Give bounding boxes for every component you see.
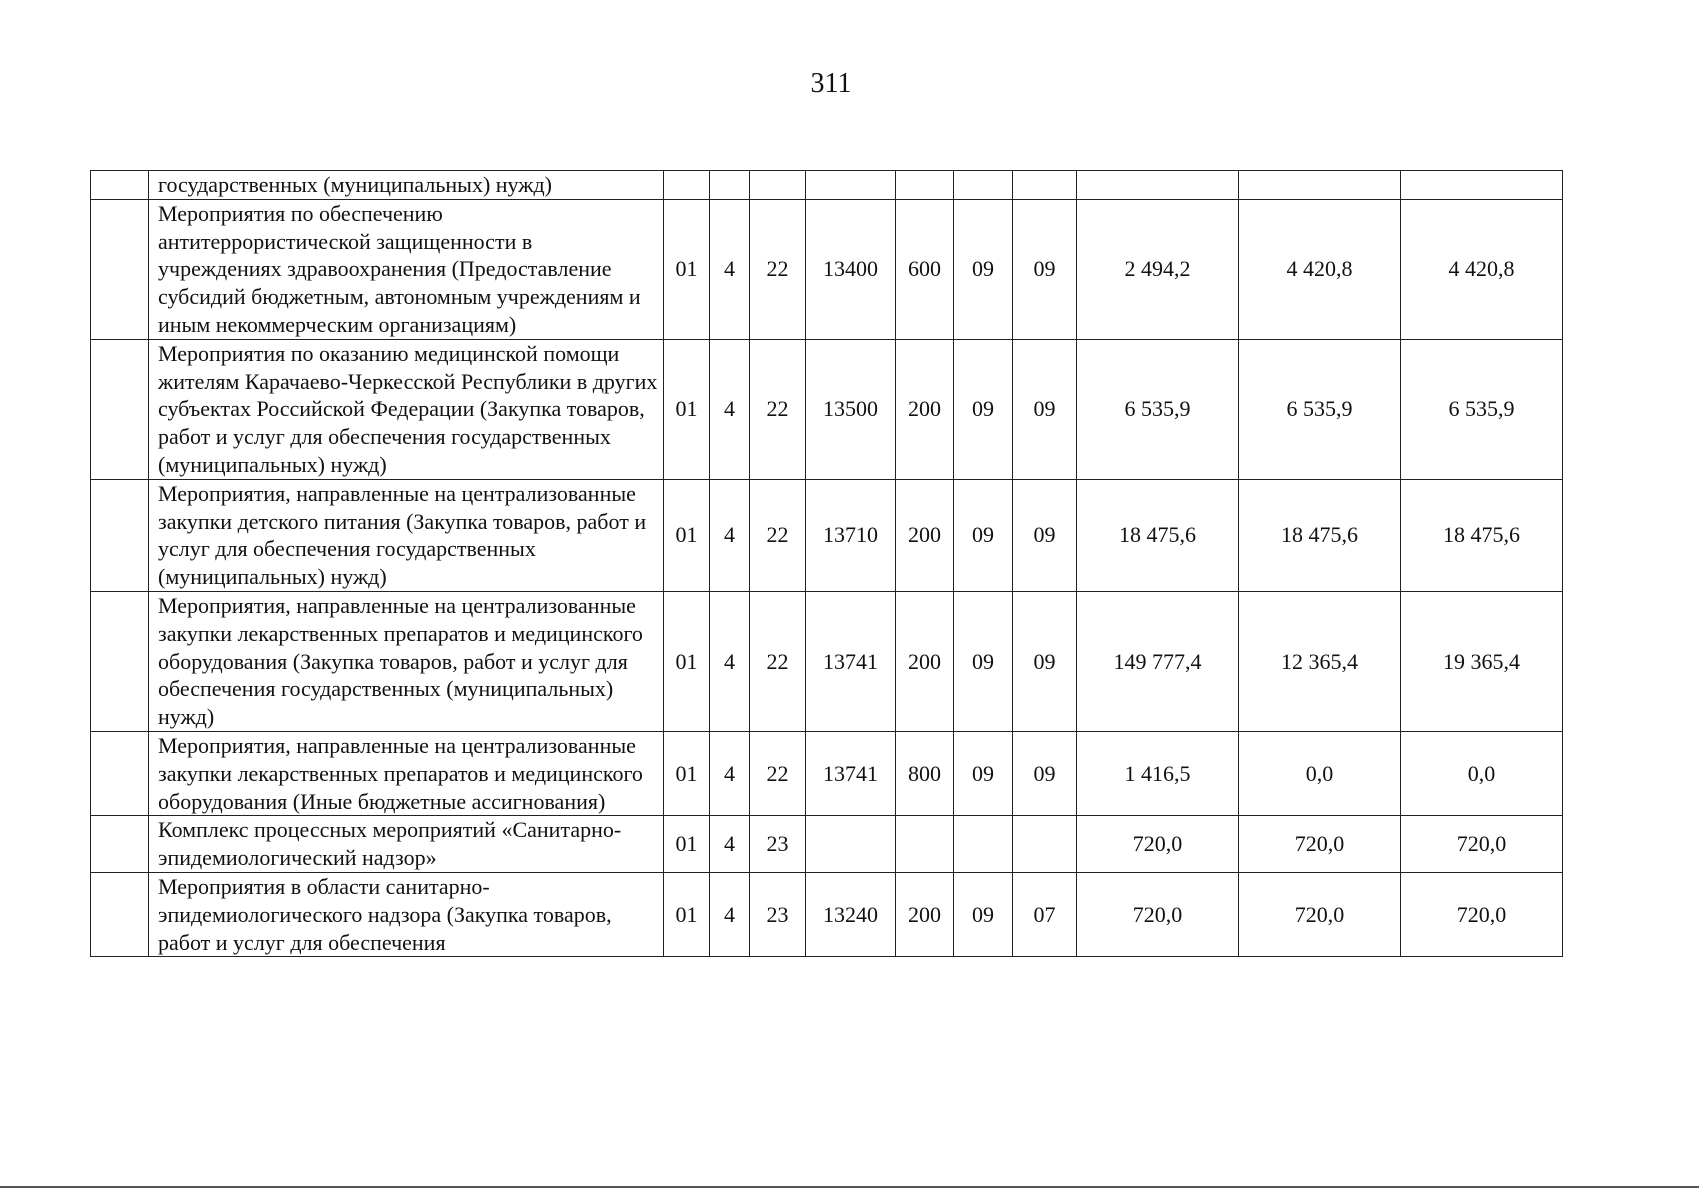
amount-cell: 720,0: [1401, 872, 1563, 956]
code-cell: [750, 171, 806, 200]
amount-cell: 19 365,4: [1401, 591, 1563, 731]
amount-cell: 720,0: [1239, 816, 1401, 873]
code-cell: 200: [896, 339, 954, 479]
amount-cell: 4 420,8: [1401, 199, 1563, 339]
code-cell: 01: [664, 199, 710, 339]
table-row: [91, 479, 1563, 591]
code-cell: 200: [896, 479, 954, 591]
page-number: 311: [810, 68, 852, 99]
table-row: [91, 816, 1563, 873]
code-cell: 22: [750, 199, 806, 339]
amount-cell: 4 420,8: [1239, 199, 1401, 339]
table-row: [91, 872, 1563, 956]
code-cell: [806, 816, 896, 873]
item-name-cell: Мероприятия, направленные на централизованные закупки детского питания (Закупка товаров, работ и услуг для обеспечения государственных (муниципальных) нужд): [149, 479, 664, 591]
code-cell: 22: [750, 339, 806, 479]
amount-cell: 18 475,6: [1401, 479, 1563, 591]
amount-cell: 6 535,9: [1401, 339, 1563, 479]
code-cell: 09: [954, 479, 1013, 591]
code-cell: 01: [664, 591, 710, 731]
item-name-cell: Мероприятия, направленные на централизованные закупки лекарственных препаратов и медицинского оборудования (Иные бюджетные ассигнования): [149, 731, 664, 815]
code-cell: [1013, 171, 1077, 200]
budget-table: [90, 170, 1563, 957]
row-number-cell: [91, 339, 149, 479]
code-cell: 200: [896, 872, 954, 956]
code-cell: 13400: [806, 199, 896, 339]
code-cell: 01: [664, 339, 710, 479]
code-cell: 09: [1013, 731, 1077, 815]
amount-cell: 720,0: [1077, 816, 1239, 873]
page-bottom-line: [0, 1186, 1699, 1188]
code-cell: 09: [954, 199, 1013, 339]
code-cell: 4: [710, 339, 750, 479]
code-cell: [806, 171, 896, 200]
code-cell: 13741: [806, 731, 896, 815]
amount-cell: 6 535,9: [1239, 339, 1401, 479]
amount-cell: 1 416,5: [1077, 731, 1239, 815]
code-cell: 200: [896, 591, 954, 731]
amount-cell: 12 365,4: [1239, 591, 1401, 731]
code-cell: [954, 816, 1013, 873]
code-cell: 4: [710, 816, 750, 873]
code-cell: 09: [1013, 199, 1077, 339]
code-cell: 01: [664, 731, 710, 815]
amount-cell: [1401, 171, 1563, 200]
amount-cell: 18 475,6: [1077, 479, 1239, 591]
code-cell: 22: [750, 479, 806, 591]
code-cell: 09: [1013, 339, 1077, 479]
code-cell: 01: [664, 816, 710, 873]
code-cell: 4: [710, 199, 750, 339]
amount-cell: 149 777,4: [1077, 591, 1239, 731]
code-cell: 01: [664, 872, 710, 956]
code-cell: 4: [710, 591, 750, 731]
code-cell: 13240: [806, 872, 896, 956]
code-cell: [896, 171, 954, 200]
code-cell: 13741: [806, 591, 896, 731]
row-number-cell: [91, 199, 149, 339]
amount-cell: 0,0: [1401, 731, 1563, 815]
item-name-cell: Мероприятия по обеспечению антитеррористической защищенности в учреждениях здравоохранения (Предоставление субсидий бюджетным, автономным учреждениям и иным некоммерческим организациям): [149, 199, 664, 339]
row-number-cell: [91, 479, 149, 591]
code-cell: 22: [750, 591, 806, 731]
amount-cell: 0,0: [1239, 731, 1401, 815]
code-cell: 13500: [806, 339, 896, 479]
code-cell: [664, 171, 710, 200]
row-number-cell: [91, 591, 149, 731]
table-row: [91, 339, 1563, 479]
amount-cell: 720,0: [1401, 816, 1563, 873]
code-cell: 09: [1013, 591, 1077, 731]
code-cell: 800: [896, 731, 954, 815]
code-cell: 01: [664, 479, 710, 591]
code-cell: 23: [750, 816, 806, 873]
item-name-cell: Мероприятия, направленные на централизованные закупки лекарственных препаратов и медицинского оборудования (Закупка товаров, работ и услуг для обеспечения государственных (муниципальных) нужд): [149, 591, 664, 731]
row-number-cell: [91, 872, 149, 956]
amount-cell: [1239, 171, 1401, 200]
code-cell: 4: [710, 872, 750, 956]
amount-cell: 2 494,2: [1077, 199, 1239, 339]
code-cell: 600: [896, 199, 954, 339]
code-cell: [954, 171, 1013, 200]
code-cell: 13710: [806, 479, 896, 591]
amount-cell: [1077, 171, 1239, 200]
item-name-cell: Комплекс процессных мероприятий «Санитарно-эпидемиологический надзор»: [149, 816, 664, 873]
item-name-cell: государственных (муниципальных) нужд): [149, 171, 664, 200]
item-name-cell: Мероприятия в области санитарно-эпидемиологического надзора (Закупка товаров, работ и услуг для обеспечения: [149, 872, 664, 956]
table-row: [91, 199, 1563, 339]
row-number-cell: [91, 171, 149, 200]
row-number-cell: [91, 816, 149, 873]
code-cell: 22: [750, 731, 806, 815]
amount-cell: 720,0: [1239, 872, 1401, 956]
amount-cell: 6 535,9: [1077, 339, 1239, 479]
table-row: [91, 731, 1563, 815]
code-cell: 09: [954, 872, 1013, 956]
code-cell: 09: [1013, 479, 1077, 591]
code-cell: 4: [710, 731, 750, 815]
item-name-cell: Мероприятия по оказанию медицинской помощи жителям Карачаево-Черкесской Республики в других субъектах Российской Федерации (Закупка товаров, работ и услуг для обеспечения государственных (муниципальных) нужд): [149, 339, 664, 479]
table-row: [91, 171, 1563, 200]
row-number-cell: [91, 731, 149, 815]
code-cell: 09: [954, 731, 1013, 815]
code-cell: 09: [954, 591, 1013, 731]
amount-cell: 720,0: [1077, 872, 1239, 956]
amount-cell: 18 475,6: [1239, 479, 1401, 591]
code-cell: 09: [954, 339, 1013, 479]
code-cell: 4: [710, 479, 750, 591]
code-cell: [896, 816, 954, 873]
code-cell: 23: [750, 872, 806, 956]
code-cell: [1013, 816, 1077, 873]
table-row: [91, 591, 1563, 731]
code-cell: 07: [1013, 872, 1077, 956]
code-cell: [710, 171, 750, 200]
